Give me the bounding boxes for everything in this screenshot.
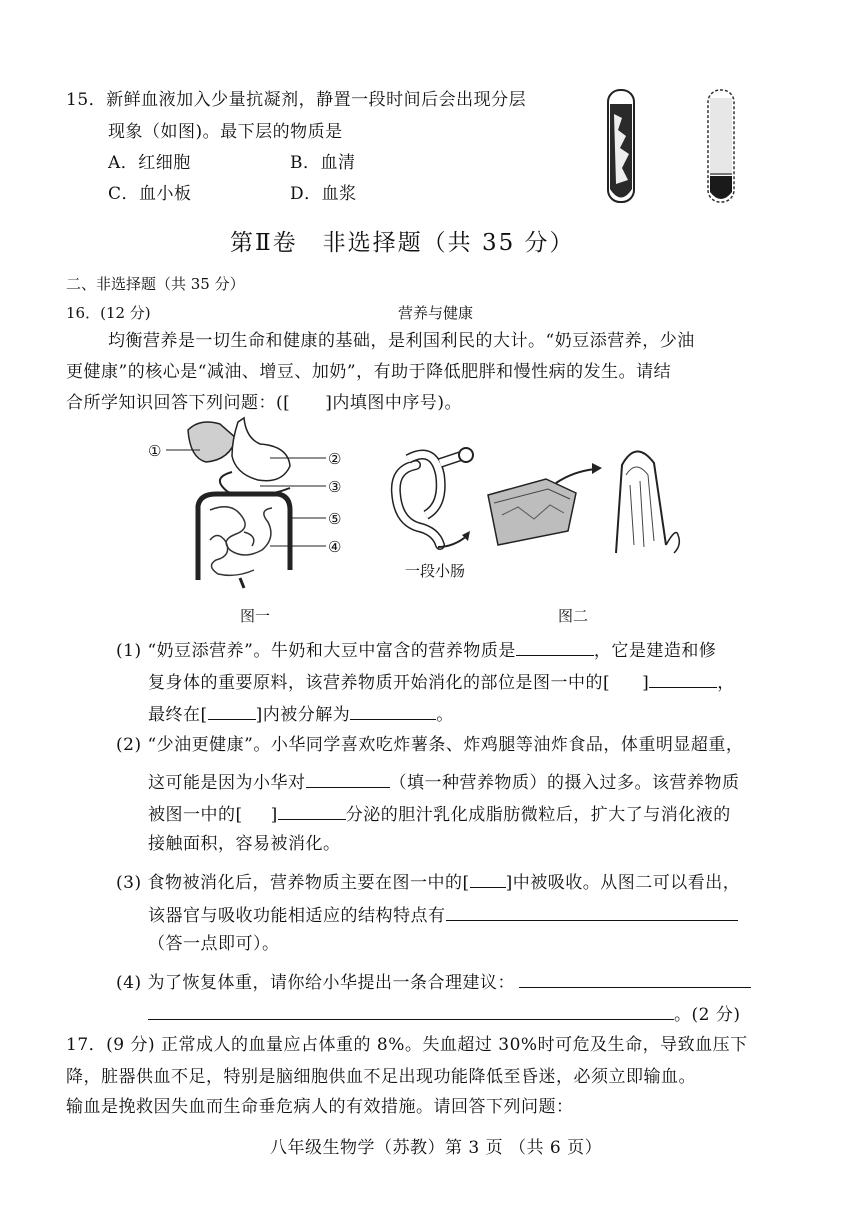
q16-part3-text-c: 该器官与吸收功能相适应的结构特点有: [148, 906, 446, 926]
q16-intro-line1: 均衡营养是一切生命和健康的基础，是利国利民的大计。“奶豆添营养，少油: [108, 331, 695, 351]
q16-number: 16．(12 分): [66, 304, 151, 322]
q16-part1-line1: [116, 639, 716, 660]
q15-line1: 15．新鲜血液加入少量抗凝剂，静置一段时间后会出现分层: [66, 90, 527, 110]
q16-part2-line4: 接触面积，容易被消化。: [148, 834, 341, 854]
q16-part1-text-d: ]: [642, 673, 650, 693]
answer-blank-product[interactable]: [350, 703, 436, 720]
q16-part3-line2: [148, 904, 738, 925]
q16-part1-text-a: (1) “奶豆添营养”。牛奶和大豆中富含的营养物质是: [116, 641, 516, 661]
q16-part2-line3: [148, 803, 731, 824]
q16-part1-text-f: 最终在[: [148, 705, 208, 725]
q16-part1-text-h: 。: [436, 705, 454, 725]
q16-part4-text-b: 。(2 分): [674, 1005, 741, 1025]
q15-option-b: B．血清: [290, 153, 356, 173]
q16-intro-line3: 合所学知识回答下列问题：([ ]内填图中序号)。: [66, 393, 463, 413]
q15-option-c: C．血小板: [108, 184, 192, 204]
q16-part1-text-g: ]内被分解为: [255, 705, 351, 725]
q16-part3-text-b: ]中被吸收。从图二可以看出，: [505, 873, 741, 893]
test-tube-layered-blood: [696, 84, 748, 214]
q17-line3: 输血是挽救因失血而生命垂危病人的有效措施。请回答下列问题：: [66, 1097, 574, 1117]
fig1-label-large-intestine: ④: [328, 538, 342, 556]
q16-part2-line1: (2) “少油更健康”。小华同学喜欢吃炸薯条、炸鸡腿等油炸食品，体重明显超重，: [116, 735, 744, 755]
q16-part2-line2: [148, 771, 740, 792]
fig1-label-stomach: ②: [328, 450, 342, 468]
answer-blank-excess-nutrient[interactable]: [306, 771, 390, 788]
q16-part3-text-a: (3) 食物被消化后，营养物质主要在图一中的[: [116, 873, 470, 893]
q16-part1-text-c: 复身体的重要原料，该营养物质开始消化的部位是图一中的[: [148, 673, 611, 693]
answer-blank-nutrient[interactable]: [516, 639, 594, 656]
q16-part4-text-a: (4) 为了恢复体重，请你给小华提出一条合理建议：: [116, 973, 515, 993]
test-tube-fresh-blood: [596, 84, 646, 214]
q16-part2-text-a: 这可能是因为小华对: [148, 773, 306, 793]
q16-part2-text-c: 被图一中的[: [148, 805, 243, 825]
q16-part3-line3: （答一点即可）。: [148, 934, 280, 954]
q16-part1-line3: [148, 703, 454, 724]
figure2-intestine-structure: [378, 435, 698, 565]
q16-intro-line2: 更健康”的核心是“减油、增豆、加奶”，有助于降低肥胖和慢性病的发生。请结: [66, 362, 672, 382]
figure1-caption: 图一: [240, 607, 271, 625]
q16-topic: 营养与健康: [398, 304, 474, 322]
answer-bracket-final-site[interactable]: [208, 703, 256, 720]
q16-part1-text-b: ，它是建造和修: [593, 641, 717, 661]
answer-blank-structure-feature[interactable]: [446, 904, 738, 921]
figure2-caption: 图二: [558, 607, 589, 625]
q16-part2-text-d: ]: [270, 805, 278, 825]
figure2-sublabel: 一段小肠: [405, 562, 466, 580]
section2-heading: 二、非选择题（共 35 分）: [66, 275, 245, 293]
answer-blank-bile-organ[interactable]: [278, 803, 346, 820]
fig1-label-small-intestine: ⑤: [328, 510, 342, 528]
answer-bracket-absorption-site[interactable]: [470, 871, 506, 888]
q15-option-d: D．血浆: [290, 184, 357, 204]
fig1-label-liver: ①: [148, 442, 162, 460]
q15-line2: 现象（如图)。最下层的物质是: [108, 122, 343, 142]
section-title: 第Ⅱ卷 非选择题（共 35 分）: [230, 230, 575, 256]
figure1-digestive-system: [140, 410, 360, 590]
answer-blank-suggestion-2[interactable]: [148, 1003, 674, 1020]
answer-blank-suggestion-1[interactable]: [519, 971, 751, 988]
q17-line1: 17．(9 分) 正常成人的血量应占体重的 8%。失血超过 30%时可危及生命，导致血压下: [66, 1035, 748, 1055]
q16-part3-line1: [116, 871, 740, 892]
q16-part2-text-b: （填一种营养物质）的摄入过多。该营养物质: [389, 773, 740, 793]
q16-part4-line2: [148, 1003, 740, 1024]
answer-blank-start-organ[interactable]: [649, 671, 717, 688]
q16-part1-line2: [148, 671, 735, 692]
q16-part1-text-e: ，: [717, 673, 735, 693]
fig1-label-pancreas: ③: [328, 478, 342, 496]
q16-part2-text-e: 分泌的胆汁乳化成脂肪微粒后，扩大了与消化液的: [345, 805, 731, 825]
q17-line2: 降，脏器供血不足，特别是脑细胞供血不足出现功能降低至昏迷，必须立即输血。: [66, 1067, 696, 1087]
q15-option-a: A．红细胞: [108, 153, 191, 173]
page-footer: 八年级生物学（苏教）第 3 页 （共 6 页）: [270, 1138, 603, 1158]
q16-part4-line1: [116, 971, 751, 992]
